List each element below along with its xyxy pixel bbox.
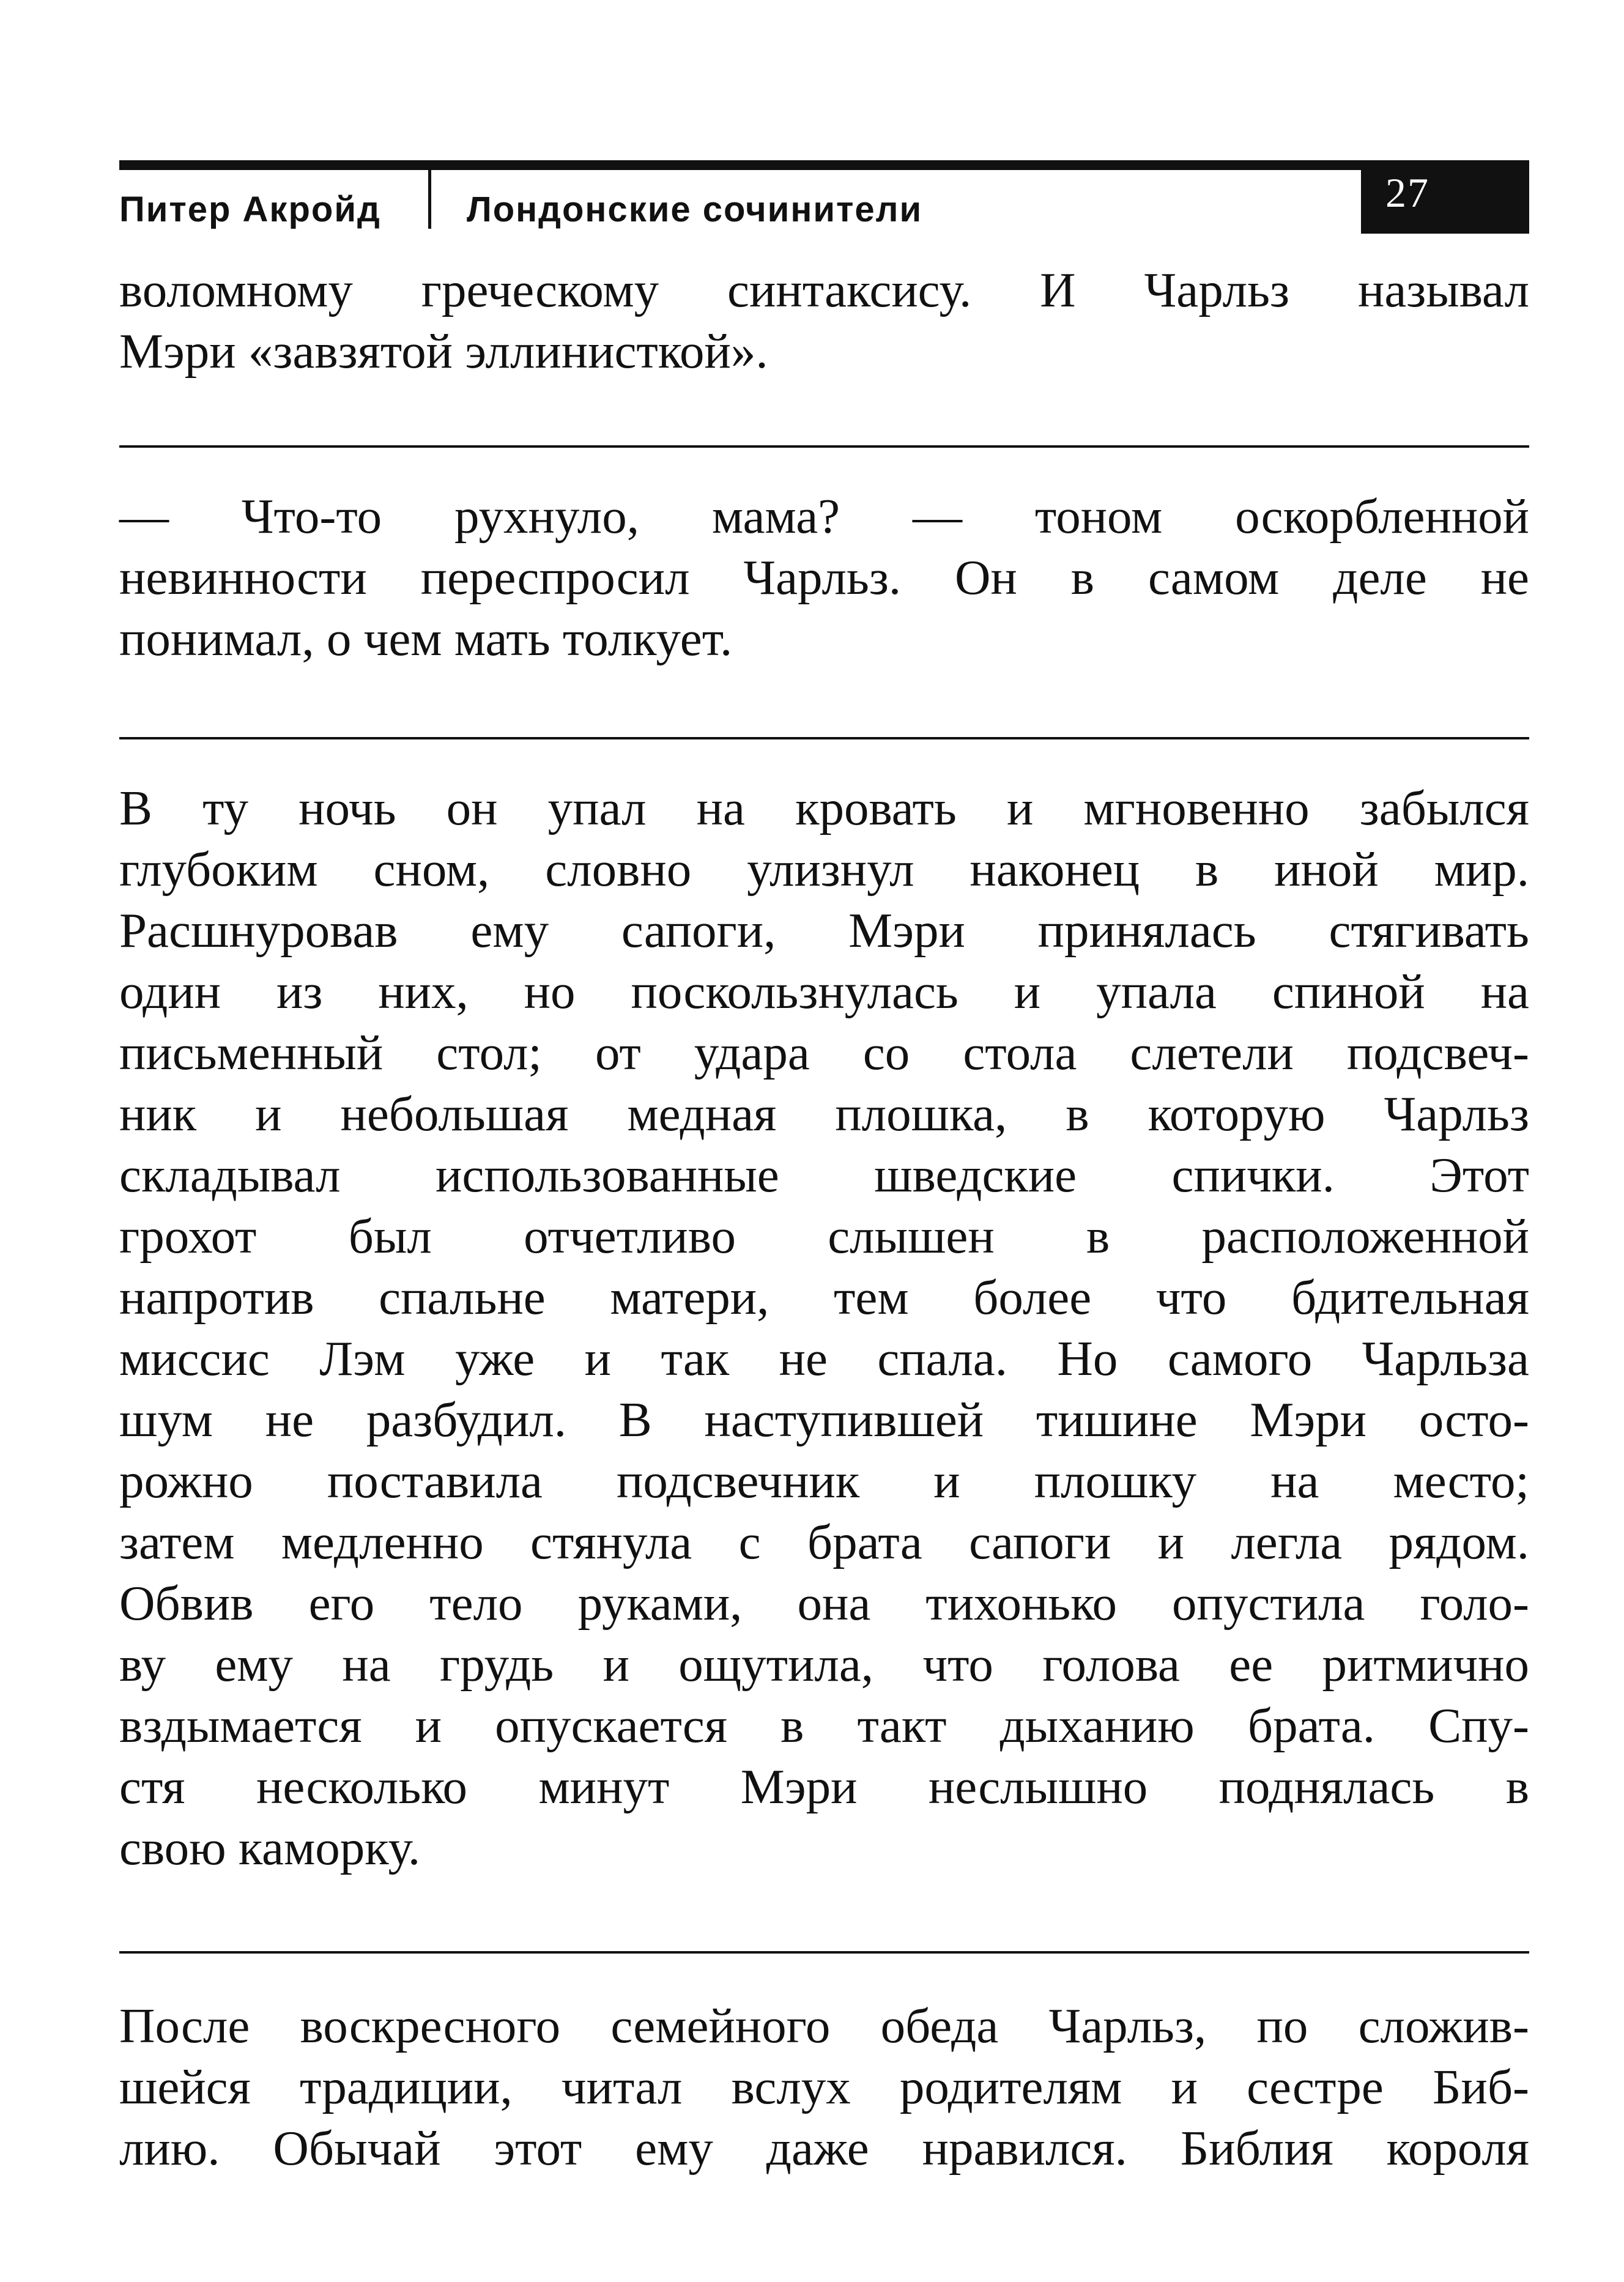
text-line: понимал, о чем мать толкует. bbox=[119, 611, 733, 666]
text-line: складывал использованные шведские спички. Этот bbox=[119, 1147, 1529, 1202]
header-separator bbox=[428, 170, 431, 229]
text-line: Обвив его тело руками, она тихонько опустила голо- bbox=[119, 1576, 1529, 1631]
section-divider bbox=[119, 1951, 1529, 1954]
header-book-title: Лондонские сочинители bbox=[467, 190, 923, 229]
text-line: миссис Лэм уже и так не спала. Но самого Чарльза bbox=[119, 1331, 1529, 1386]
text-line: рожно поставила подсвечник и плошку на место; bbox=[119, 1453, 1529, 1508]
text-line: лию. Обычай этот ему даже нравился. Библия короля bbox=[119, 2121, 1529, 2176]
paragraph-2 bbox=[119, 486, 1529, 669]
text-line: невинности переспросил Чарльз. Он в самом деле не bbox=[119, 550, 1529, 605]
paragraph-3 bbox=[119, 777, 1529, 1878]
text-line: шейся традиции, читал вслух родителям и сестре Биб- bbox=[119, 2059, 1529, 2114]
text-line: затем медленно стянула с брата сапоги и легла рядом. bbox=[119, 1514, 1529, 1569]
text-line: стя несколько минут Мэри неслышно поднялась в bbox=[119, 1759, 1529, 1814]
text-line: воломному греческому синтаксису. И Чарльз называл bbox=[119, 262, 1529, 317]
text-line: свою каморку. bbox=[119, 1820, 421, 1875]
text-line: шум не разбудил. В наступившей тишине Мэри осто- bbox=[119, 1392, 1529, 1447]
text-line: Расшнуровав ему сапоги, Мэри принялась стягивать bbox=[119, 903, 1529, 958]
header-author: Питер Акройд bbox=[119, 190, 381, 229]
section-divider bbox=[119, 445, 1529, 448]
header-gap bbox=[1349, 170, 1361, 234]
running-header bbox=[119, 160, 1529, 234]
paragraph-1 bbox=[119, 259, 1529, 382]
text-line: ник и небольшая медная плошка, в которую Чарльз bbox=[119, 1086, 1529, 1141]
text-line: глубоким сном, словно улизнул наконец в иной мир. bbox=[119, 842, 1529, 897]
text-line: один из них, но поскользнулась и упала спиной на bbox=[119, 964, 1529, 1019]
page-number: 27 bbox=[1361, 160, 1529, 234]
text-line: письменный стол; от удара со стола слетели подсвеч- bbox=[119, 1025, 1529, 1080]
text-line: вздымается и опускается в такт дыханию брата. Спу- bbox=[119, 1698, 1529, 1753]
text-line: напротив спальне матери, тем более что бдительная bbox=[119, 1270, 1529, 1325]
text-line: ву ему на грудь и ощутила, что голова ее ритмично bbox=[119, 1637, 1529, 1692]
paragraph-4 bbox=[119, 1995, 1529, 2179]
book-page bbox=[119, 160, 1529, 2179]
section-divider bbox=[119, 737, 1529, 739]
text-line: В ту ночь он упал на кровать и мгновенно забылся bbox=[119, 780, 1529, 835]
text-line: Мэри «завзятой эллинисткой». bbox=[119, 324, 768, 379]
text-line: После воскресного семейного обеда Чарльз, по сложив- bbox=[119, 1998, 1529, 2053]
text-line: — Что-то рухнуло, мама? — тоном оскорбленной bbox=[119, 489, 1529, 544]
text-line: грохот был отчетливо слышен в расположенной bbox=[119, 1209, 1529, 1264]
